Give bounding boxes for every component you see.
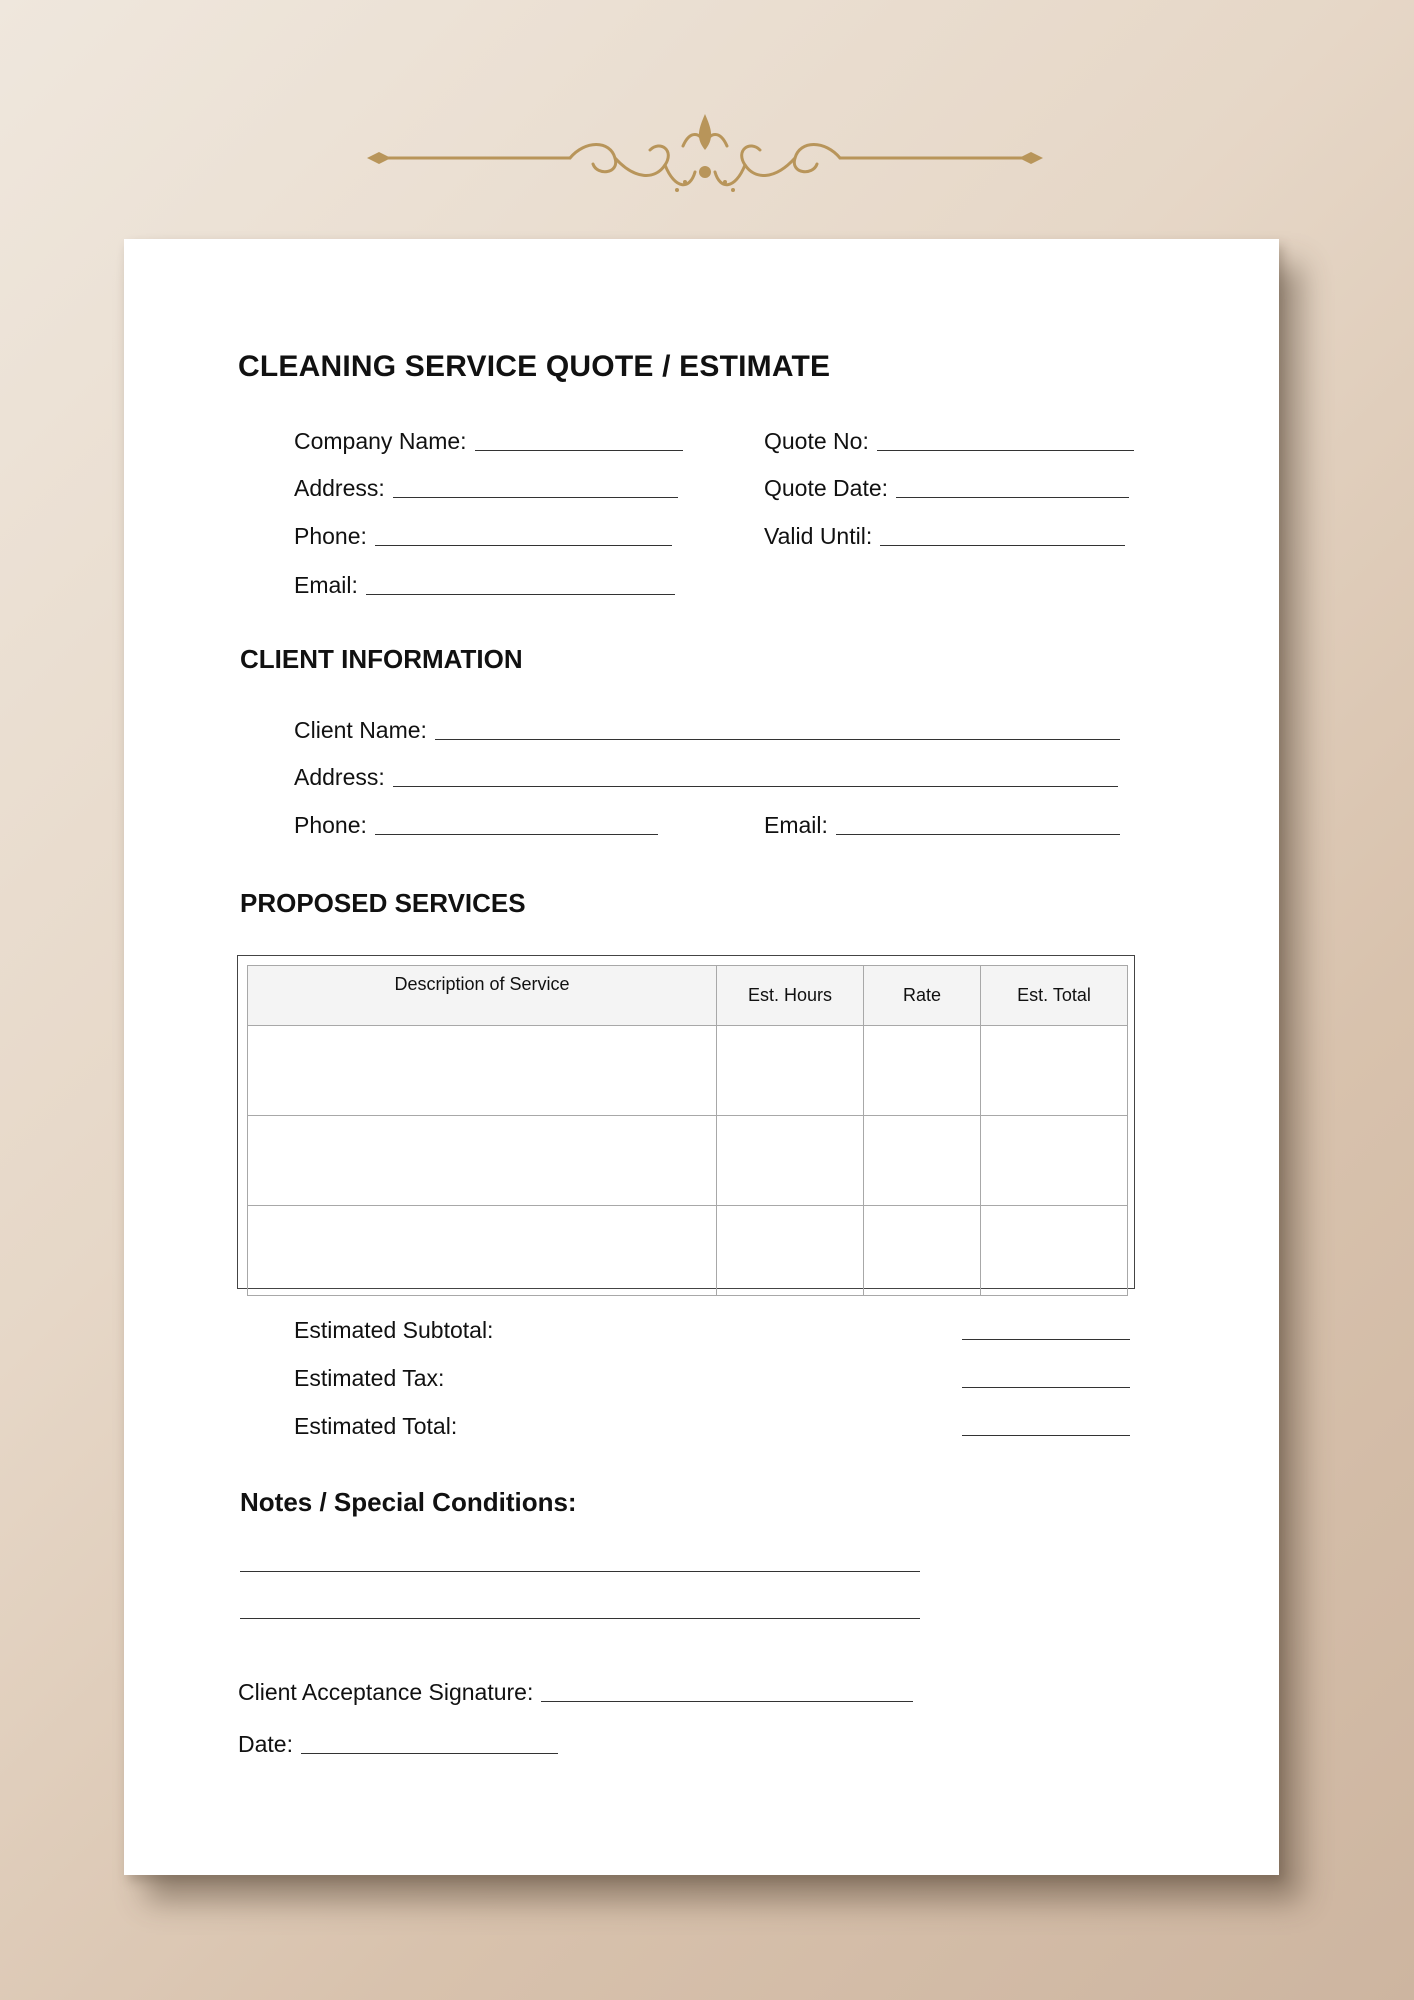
valid-until-field[interactable] bbox=[764, 523, 1125, 550]
company-address-label: Address: bbox=[294, 475, 385, 501]
client-phone-label: Phone: bbox=[294, 812, 367, 838]
description-cell[interactable] bbox=[248, 1206, 717, 1296]
signature-date-line bbox=[301, 1752, 558, 1754]
client-email-label: Email: bbox=[764, 812, 828, 838]
quote-no-line bbox=[877, 449, 1134, 451]
services-table bbox=[247, 965, 1128, 1296]
rate-cell[interactable] bbox=[864, 1206, 981, 1296]
services-table-frame bbox=[237, 955, 1135, 1289]
quote-no-label: Quote No: bbox=[764, 428, 869, 454]
estimated-tax-label: Estimated Tax: bbox=[294, 1365, 445, 1391]
estimated-subtotal-line[interactable] bbox=[962, 1338, 1130, 1340]
column-total-header: Est. Total bbox=[981, 966, 1128, 1026]
rate-cell[interactable] bbox=[864, 1026, 981, 1116]
signature-date-label: Date: bbox=[238, 1731, 293, 1757]
signature-line bbox=[541, 1700, 913, 1702]
signature-label: Client Acceptance Signature: bbox=[238, 1679, 534, 1705]
notes-line-1[interactable] bbox=[240, 1570, 920, 1572]
column-description-header: Description of Service bbox=[248, 966, 717, 1026]
services-table-header-row bbox=[248, 966, 1128, 1026]
estimated-total-label: Estimated Total: bbox=[294, 1413, 458, 1439]
company-address-field[interactable] bbox=[294, 475, 678, 502]
hours-cell[interactable] bbox=[717, 1116, 864, 1206]
client-address-line bbox=[393, 785, 1118, 787]
total-cell[interactable] bbox=[981, 1116, 1128, 1206]
company-name-line bbox=[475, 449, 683, 451]
document-title: CLEANING SERVICE QUOTE / ESTIMATE bbox=[238, 350, 831, 383]
client-phone-line bbox=[375, 833, 658, 835]
quote-no-field[interactable] bbox=[764, 428, 1134, 455]
quote-date-field[interactable] bbox=[764, 475, 1129, 502]
client-name-field[interactable] bbox=[294, 717, 1120, 744]
table-row bbox=[248, 1116, 1128, 1206]
company-name-label: Company Name: bbox=[294, 428, 467, 454]
table-row bbox=[248, 1206, 1128, 1296]
company-name-field[interactable] bbox=[294, 428, 683, 455]
valid-until-label: Valid Until: bbox=[764, 523, 873, 549]
estimated-subtotal-label: Estimated Subtotal: bbox=[294, 1317, 494, 1343]
quote-date-line bbox=[896, 496, 1129, 498]
rate-cell[interactable] bbox=[864, 1116, 981, 1206]
hours-cell[interactable] bbox=[717, 1206, 864, 1296]
company-phone-line bbox=[375, 544, 672, 546]
company-phone-field[interactable] bbox=[294, 523, 672, 550]
company-email-field[interactable] bbox=[294, 572, 675, 599]
valid-until-line bbox=[880, 544, 1125, 546]
client-phone-field[interactable] bbox=[294, 812, 658, 839]
company-phone-label: Phone: bbox=[294, 523, 367, 549]
company-email-label: Email: bbox=[294, 572, 358, 598]
signature-date-field[interactable] bbox=[238, 1731, 558, 1758]
total-cell[interactable] bbox=[981, 1026, 1128, 1116]
company-address-line bbox=[393, 496, 678, 498]
flourish-divider-icon bbox=[365, 110, 1045, 210]
client-address-field[interactable] bbox=[294, 764, 1118, 791]
column-hours-header: Est. Hours bbox=[717, 966, 864, 1026]
client-address-label: Address: bbox=[294, 764, 385, 790]
client-information-heading: CLIENT INFORMATION bbox=[240, 644, 523, 674]
signature-field[interactable] bbox=[238, 1679, 913, 1706]
estimated-tax-line[interactable] bbox=[962, 1386, 1130, 1388]
company-email-line bbox=[366, 593, 675, 595]
quote-form-sheet bbox=[124, 239, 1279, 1875]
client-name-line bbox=[435, 738, 1120, 740]
description-cell[interactable] bbox=[248, 1026, 717, 1116]
client-email-field[interactable] bbox=[764, 812, 1120, 839]
notes-line-2[interactable] bbox=[240, 1617, 920, 1619]
column-rate-header: Rate bbox=[864, 966, 981, 1026]
quote-date-label: Quote Date: bbox=[764, 475, 889, 501]
estimated-total-line[interactable] bbox=[962, 1434, 1130, 1436]
hours-cell[interactable] bbox=[717, 1026, 864, 1116]
client-name-label: Client Name: bbox=[294, 717, 427, 743]
total-cell[interactable] bbox=[981, 1206, 1128, 1296]
table-row bbox=[248, 1026, 1128, 1116]
proposed-services-heading: PROPOSED SERVICES bbox=[240, 888, 526, 918]
notes-heading: Notes / Special Conditions: bbox=[240, 1487, 577, 1517]
client-email-line bbox=[836, 833, 1120, 835]
description-cell[interactable] bbox=[248, 1116, 717, 1206]
